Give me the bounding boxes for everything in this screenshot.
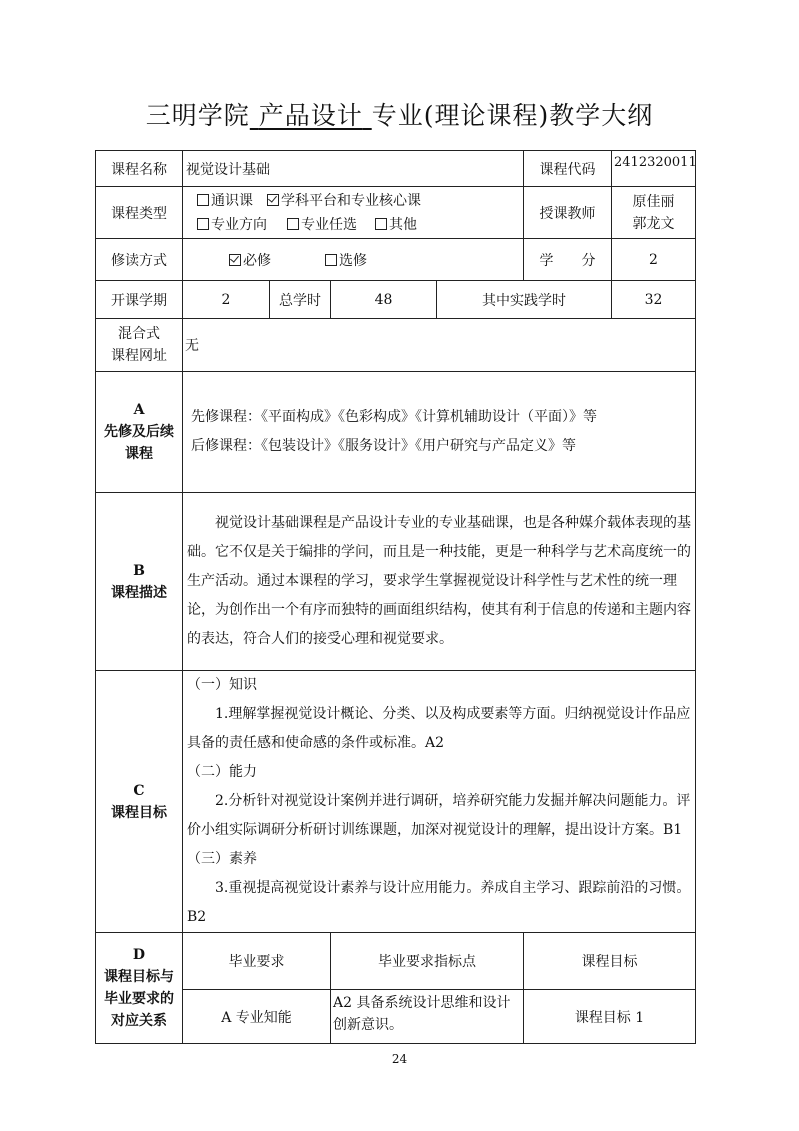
type-option-general[interactable]: 通识课 — [197, 189, 253, 213]
column-header-objective: 课程目标 — [524, 933, 696, 990]
credit-label: 学 分 — [524, 239, 612, 281]
course-type-options — [183, 187, 524, 239]
course-description: 视觉设计基础课程是产品设计专业的专业基础课，也是各种媒介载体表现的基础。它不仅是关于编排的学问，而且是一种技能，更是一种科学与艺术高度统一的生产活动。通过本课程的学习，要求学生掌握视觉设计科学性与艺术性的统一理论，为创作出一个有序而独特的画面组织结构，使其有利于信息的传递和主题内容的表达，符合人们的接受心理和视觉要求。 — [183, 493, 696, 671]
mapping-requirement: A 专业知能 — [183, 990, 331, 1044]
table-row — [96, 990, 696, 1044]
checkbox-icon — [375, 218, 387, 230]
study-option-elective[interactable]: 选修 — [325, 250, 367, 270]
study-mode-label: 修读方式 — [96, 239, 183, 281]
total-hours-value: 48 — [331, 281, 437, 319]
objective-text: 2.分析针对视觉设计案例并进行调研，培养研究能力发掘并解决问题能力。评价小组实际调研分析研讨训练课题，加深对视觉设计的理解，提出设计方案。B1 — [187, 793, 691, 838]
objective-heading: （三）素养 — [187, 851, 257, 867]
course-url-value: 无 — [183, 319, 696, 372]
total-hours-label: 总学时 — [270, 281, 331, 319]
course-code-label: 课程代码 — [524, 151, 612, 187]
section-b-label: B 课程描述 — [96, 493, 183, 671]
objective-text: 1.理解掌握视觉设计概论、分类、以及构成要素等方面。归纳视觉设计作品应具备的责任感和使命感的条件或标准。A2 — [187, 706, 691, 751]
mapping-indicator: A2 具备系统设计思维和设计创新意识。 — [331, 990, 524, 1044]
course-type-label: 课程类型 — [96, 187, 183, 239]
mapping-objective: 课程目标 1 — [524, 990, 696, 1044]
page-number: 24 — [391, 1052, 408, 1066]
type-option-direction[interactable]: 专业方向 — [197, 213, 267, 237]
section-c-label: C 课程目标 — [96, 671, 183, 933]
major-name: 产品设计 — [258, 101, 363, 130]
checkbox-icon — [197, 194, 209, 206]
section-d-label: D 课程目标与 毕业要求的 对应关系 — [96, 933, 183, 1044]
checkbox-icon — [325, 254, 337, 266]
semester-label: 开课学期 — [96, 281, 183, 319]
course-code: 2412320011 — [612, 151, 696, 187]
type-option-other[interactable]: 其他 — [375, 213, 417, 237]
teachers — [612, 187, 696, 239]
course-name-label: 课程名称 — [96, 151, 183, 187]
prerequisites — [183, 372, 696, 493]
course-url-label: 混合式 课程网址 — [96, 319, 183, 372]
course-name: 视觉设计基础 — [183, 151, 524, 187]
practice-hours-value: 32 — [612, 281, 696, 319]
objective-heading: （二）能力 — [187, 764, 257, 780]
type-option-elective[interactable]: 专业任选 — [287, 213, 357, 237]
practice-hours-label: 其中实践学时 — [437, 281, 612, 319]
section-a-label: A 先修及后续 课程 — [96, 372, 183, 493]
syllabus-table — [95, 150, 696, 1044]
objective-heading: （一）知识 — [187, 677, 257, 693]
checkbox-checked-icon — [229, 254, 241, 266]
type-option-core[interactable]: 学科平台和专业核心课 — [267, 189, 421, 213]
study-option-required[interactable]: 必修 — [229, 250, 271, 270]
course-objectives — [183, 671, 696, 933]
checkbox-icon — [287, 218, 299, 230]
semester-value: 2 — [183, 281, 270, 319]
teacher-label: 授课教师 — [524, 187, 612, 239]
teacher-name: 郭龙文 — [632, 215, 675, 232]
teacher-name: 原佳丽 — [632, 193, 675, 210]
column-header-requirement: 毕业要求 — [183, 933, 331, 990]
follow-up-courses: 后修课程：《包装设计》《服务设计》《用户研究与产品定义》等 — [191, 438, 576, 454]
prerequisite-courses: 先修课程：《平面构成》《色彩构成》《计算机辅助设计（平面）》等 — [191, 409, 597, 425]
objective-text: 3.重视提高视觉设计素养与设计应用能力。养成自主学习、跟踪前沿的习惯。B2 — [187, 880, 691, 925]
credit-value: 2 — [612, 239, 696, 281]
study-mode-options — [183, 239, 524, 281]
column-header-indicator: 毕业要求指标点 — [331, 933, 524, 990]
checkbox-checked-icon — [267, 194, 279, 206]
page-title: 三明学院 产品设计 专业(理论课程)教学大纲 — [145, 101, 654, 130]
checkbox-icon — [197, 218, 209, 230]
